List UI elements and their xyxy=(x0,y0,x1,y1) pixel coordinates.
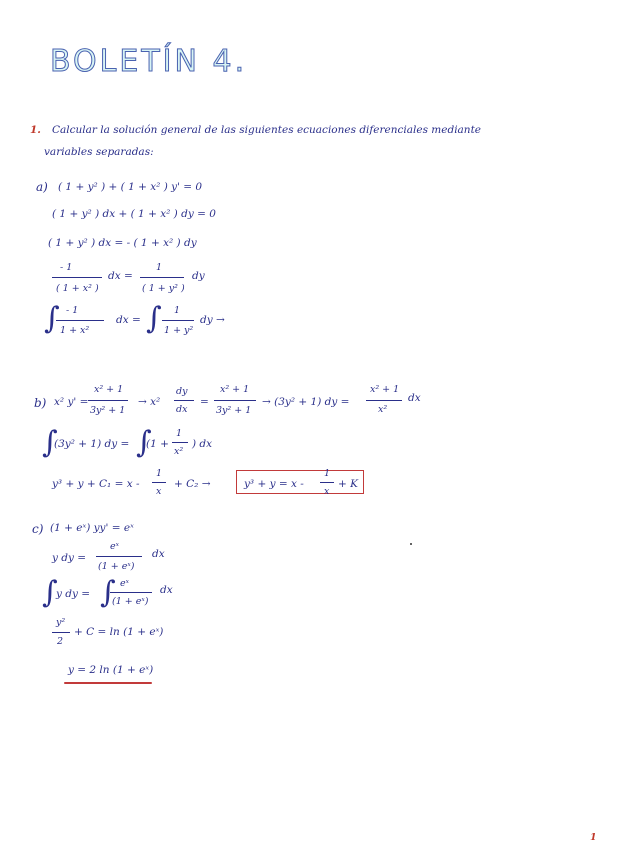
fraction-bar xyxy=(96,556,142,557)
part-b-result-num: 1 xyxy=(324,468,331,479)
part-b-l2-b: (1 + xyxy=(146,438,169,450)
part-b-l1-num3: x² + 1 xyxy=(220,384,250,395)
part-a-l4-num2: 1 xyxy=(156,262,163,273)
part-b-l3-b: + C₂ → xyxy=(174,478,211,490)
part-c-l3-b: dx xyxy=(160,584,173,596)
part-b-l2-a: (3y² + 1) dy = xyxy=(54,438,130,450)
fraction-bar xyxy=(88,400,128,401)
part-b-l1-den3: 3y² + 1 xyxy=(216,405,252,416)
part-c-label: c) xyxy=(32,522,44,536)
fraction-bar xyxy=(110,592,152,593)
fraction-bar xyxy=(174,400,194,401)
part-b-label: b) xyxy=(34,396,47,410)
part-a-l4-den2: ( 1 + y² ) xyxy=(142,283,185,294)
part-b-l3-num: 1 xyxy=(156,468,163,479)
part-b-l3-den: x xyxy=(156,486,162,497)
statement-line-1: Calcular la solución general de las siguientes ecuaciones diferenciales mediante xyxy=(52,124,482,136)
part-a-l4-num: - 1 xyxy=(60,262,73,273)
part-b-l1-b: → x² xyxy=(138,396,161,408)
fraction-bar xyxy=(214,400,256,401)
result-underline xyxy=(64,682,152,684)
part-b-l2-num: 1 xyxy=(176,428,183,439)
part-b-l1-num: x² + 1 xyxy=(94,384,124,395)
part-b-l1-e: dx xyxy=(408,392,421,404)
part-c-l2-a: y dy = xyxy=(52,552,87,564)
problem-number: 1. xyxy=(30,124,41,136)
fraction-bar xyxy=(52,277,102,278)
part-a-l4-den: ( 1 + x² ) xyxy=(56,283,99,294)
page-title: BOLETÍN 4. xyxy=(50,44,248,79)
part-c-line-1: (1 + eˣ) yy' = eˣ xyxy=(50,522,134,534)
part-a-l5-num2: 1 xyxy=(174,305,181,316)
part-a-label: a) xyxy=(36,180,48,194)
part-c-l4-b: + C = ln (1 + eˣ) xyxy=(74,626,164,638)
part-b-l1-d: → (3y² + 1) dy = xyxy=(262,396,350,408)
page-number: 1 xyxy=(590,832,597,843)
ink-dot xyxy=(410,543,412,545)
part-b-l2-den: x² xyxy=(174,446,184,457)
part-b-result-den: x xyxy=(324,486,330,497)
part-b-l1-den4: x² xyxy=(378,404,388,415)
fraction-bar xyxy=(172,442,188,443)
part-c-l3-num: eˣ xyxy=(120,578,129,589)
part-a-l5-den: 1 + x² xyxy=(60,325,90,336)
part-c-l4-den: 2 xyxy=(57,636,64,647)
fraction-bar xyxy=(320,482,334,483)
part-c-l2-num: eˣ xyxy=(110,541,119,552)
part-a-l5-end: dy → xyxy=(200,314,225,326)
integral-sign: ∫ xyxy=(44,301,60,336)
part-c-l3-den: (1 + eˣ) xyxy=(112,596,149,607)
part-c-l2-b: dx xyxy=(152,548,165,560)
integral-sign: ∫ xyxy=(100,575,116,610)
part-b-l1-num4: x² + 1 xyxy=(370,384,400,395)
fraction-bar xyxy=(140,277,184,278)
fraction-bar xyxy=(162,320,194,321)
part-b-l2-c: ) dx xyxy=(192,438,213,450)
integral-sign: ∫ xyxy=(136,425,152,460)
part-a-l5-num: - 1 xyxy=(66,305,79,316)
part-b-l3-a: y³ + y + C₁ = x - xyxy=(52,478,140,490)
fraction-bar xyxy=(56,320,104,321)
part-b-l1-a: x² y' = xyxy=(54,396,89,408)
fraction-bar xyxy=(366,400,402,401)
integral-sign: ∫ xyxy=(42,425,58,460)
statement-line-2: variables separadas: xyxy=(44,146,154,158)
fraction-bar xyxy=(152,482,166,483)
integral-sign: ∫ xyxy=(146,301,162,336)
part-a-l4-end: dy xyxy=(192,270,205,282)
part-c-l2-den: (1 + eˣ) xyxy=(98,561,135,572)
part-b-l1-c: = xyxy=(200,396,209,408)
fraction-bar xyxy=(52,632,70,633)
part-b-l1-den: 3y² + 1 xyxy=(90,405,126,416)
part-b-l1-den2: dx xyxy=(176,404,188,415)
part-a-l5-den2: 1 + y² xyxy=(164,325,194,336)
part-a-line-1: ( 1 + y² ) + ( 1 + x² ) y' = 0 xyxy=(58,181,203,193)
part-a-line-2: ( 1 + y² ) dx + ( 1 + x² ) dy = 0 xyxy=(52,208,216,220)
part-a-l4-mid: dx = xyxy=(108,270,133,282)
part-a-line-3: ( 1 + y² ) dx = - ( 1 + x² ) dy xyxy=(48,237,197,249)
part-c-l4-num: y² xyxy=(56,617,66,628)
part-b-result-end: + K xyxy=(338,478,358,490)
part-a-l5-mid: dx = xyxy=(116,314,141,326)
part-c-result: y = 2 ln (1 + eˣ) xyxy=(68,664,154,676)
part-b-result: y³ + y = x - xyxy=(244,478,304,490)
part-b-l1-num2: dy xyxy=(176,386,188,397)
integral-sign: ∫ xyxy=(42,575,58,610)
part-c-l3-a: y dy = xyxy=(56,588,91,600)
